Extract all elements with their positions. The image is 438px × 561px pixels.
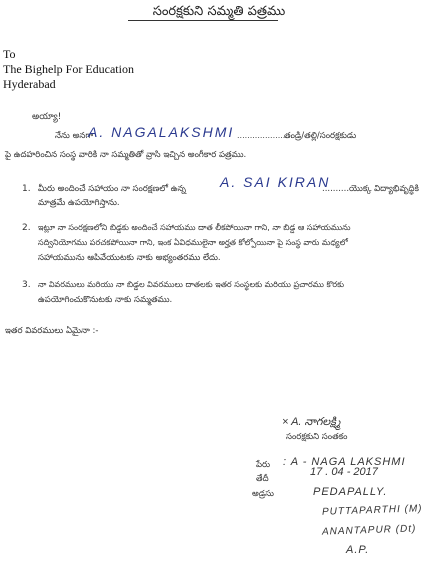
item-1-number: 1. (22, 184, 31, 194)
name-value-handwritten: : A - NAGA LAKSHMI (283, 456, 406, 468)
date-value-handwritten: 17 . 04 - 2017 (310, 466, 378, 478)
line2-text: పై ఉదహరించిన సంస్థ వారికి నా సమ్మతితో వ్రాసి ఇచ్చిన అంగీకార పత్రము. (5, 150, 247, 160)
line1-suffix: తండ్రి/తల్లి/సంరక్షకుడు (284, 131, 357, 141)
item-1-line2: మాత్రమే ఉపయోగిస్తాను. (38, 198, 120, 208)
address-line-4-handwritten: A.P. (346, 544, 370, 556)
item-2-line2: సద్వినియోగము పరచకపోయినా గాని, ఇంక ఏవిధములైనా అర్హత కోల్పోయినా పై సంస్థ వారు మధ్యలో (38, 238, 348, 247)
address-line-1-handwritten: PEDAPALLY. (313, 486, 388, 498)
item-2-number: 2. (22, 223, 31, 233)
student-name-handwritten: A. SAI KIRAN (220, 174, 331, 190)
item-3-line2: ఉపయోగించుకొనుటకు నాకు సమ్మతము. (38, 295, 173, 305)
line1-prefix: నేను అనగా (55, 131, 94, 141)
address-line-2-handwritten: PUTTAPARTHI (M) (321, 503, 423, 518)
title-underline (128, 20, 278, 21)
page-title: సంరక్షకుని సమ్మతి పత్రము (152, 4, 286, 19)
other-details-label: ఇతర వివరములు ఏమైనా :- (5, 326, 99, 336)
address-org: The Bighelp For Education (3, 62, 134, 76)
item-3-line1: నా వివరములు మరియు నా బిడ్డల వివరములు దాతలకు ఇతర సంస్థలకు మరియు ప్రచారము కొరకు (38, 280, 345, 289)
address-line-3-handwritten: ANANTAPUR (Dt) (321, 523, 417, 538)
name-label: పేరు (256, 460, 271, 470)
line1-dots: ...................... (237, 131, 293, 140)
item-2-line1: ఇట్లూ నా సంరక్షణలోని బిడ్డకు అందించే సహాయము దాత లీకపోయినా గాని, నా బిడ్డ ఆ సహాయమును (38, 223, 351, 232)
item-1-line1-prefix: మీరు అందించే సహాయం నా సంరక్షణలో ఉన్న (38, 184, 186, 194)
salutation: అయ్యా! (32, 112, 62, 122)
signature-caption: సంరక్షకుని సంతకం (286, 432, 348, 442)
guardian-signature: × A. నాగలక్ష్మి (282, 416, 341, 428)
address-label: అడ్రసు (252, 489, 274, 499)
item-2-line3: సహాయమును ఆపివేయుటకు నాకు అభ్యంతరము లేదు. (38, 253, 221, 263)
item-3-number: 3. (22, 280, 31, 290)
item-1-line1-suffix: ..........యొక్క విద్యాభివృద్ధికి (322, 184, 419, 194)
address-to: To (3, 47, 16, 61)
guardian-name-handwritten: A. NAGALAKSHMI (88, 124, 235, 140)
date-label: తేదీ (256, 474, 269, 484)
address-city: Hyderabad (3, 77, 56, 91)
